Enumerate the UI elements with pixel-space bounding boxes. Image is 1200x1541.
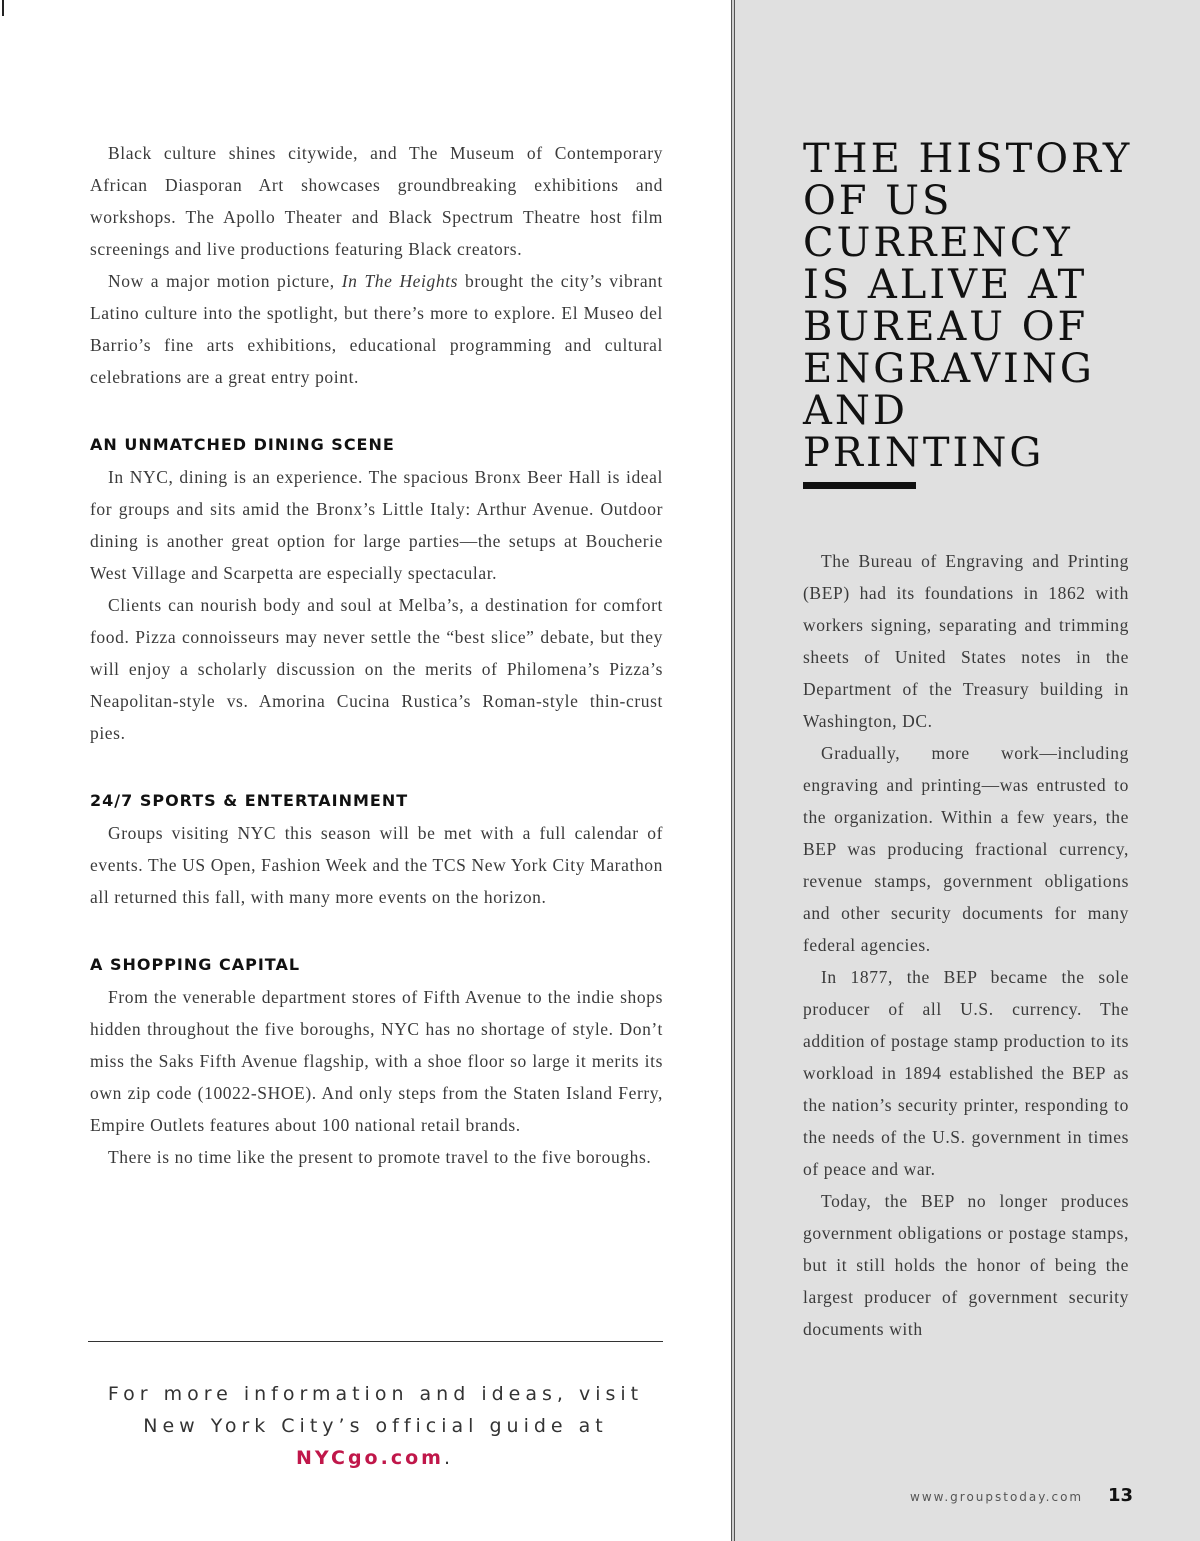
paragraph-in-the-heights — [90, 265, 663, 393]
section-heading: A SHOPPING CAPITAL — [90, 955, 301, 974]
intro-text — [90, 137, 663, 393]
section-dining — [90, 433, 663, 749]
callout-text: For more information and ideas, visit New York City’s official guide at — [107, 1383, 644, 1437]
nycgo-link[interactable]: NYCgo.com — [296, 1447, 444, 1469]
paragraph: Black culture shines citywide, and The Museum of Contemporary African Diasporan Art showcases groundbreaking exhibitions and workshops. The Apollo Theater and Black Spectrum Theatre host film screenings and live productions featuring Black creators. — [90, 143, 663, 259]
paragraph: The Bureau of Engraving and Printing (BEP) had its foundations in 1862 with workers signing, separating and trimming sheets of United States notes in the Department of the Treasury building in Washington, DC. — [803, 551, 1129, 731]
paragraph: Today, the BEP no longer produces government obligations or postage stamps, but it still holds the honor of being the largest producer of government security documents with — [803, 1191, 1129, 1339]
title-line: CURRENCY — [803, 220, 1073, 266]
paragraph: Clients can nourish body and soul at Melba’s, a destination for comfort food. Pizza connoisseurs may never settle the “best slice” debate, but they will enjoy a scholarly discussion on the merits of Philomena’s Pizza’s Neapolitan-style vs. Amorina Cucina Rustica’s Roman-style thin-crust pies. — [90, 595, 663, 743]
paragraph: Groups visiting NYC this season will be met with a full calendar of events. The US Open, Fashion Week and the TCS New York City Marathon all returned this fall, with many more events on the horizon. — [90, 823, 663, 907]
title-line: AND — [803, 388, 908, 434]
sidebar-title — [803, 138, 1193, 474]
callout-suffix: . — [443, 1447, 455, 1469]
title-line: IS ALIVE AT — [803, 262, 1088, 308]
paragraph: In NYC, dining is an experience. The spacious Bronx Beer Hall is ideal for groups and sits amid the Bronx’s Little Italy: Arthur Avenue. Outdoor dining is another great option for large parties—the setups at Boucherie West Village and Scarpetta are especially spectacular. — [90, 467, 663, 583]
title-line: BUREAU OF — [803, 304, 1089, 350]
title-line: PRINTING — [803, 430, 1045, 476]
title-line: ENGRAVING — [803, 346, 1095, 392]
sidebar-body — [803, 545, 1129, 1345]
title-line: THE HISTORY — [803, 136, 1133, 182]
section-sports — [90, 789, 663, 913]
paragraph: In 1877, the BEP became the sole producer of all U.S. currency. The addition of postage stamp production to its workload in 1894 established the BEP as the nation’s security printer, responding to the needs of the U.S. government in times of peace and war. — [803, 967, 1129, 1179]
title-line: OF US — [803, 178, 953, 224]
sidebar-panel — [735, 0, 1200, 1541]
text-run: Now a major motion picture, — [108, 271, 342, 291]
section-heading: 24/7 SPORTS & ENTERTAINMENT — [90, 791, 409, 810]
paragraph: Gradually, more work—including engraving and printing—was entrusted to the organization. Within a few years, the BEP was producing fractional currency, revenue stamps, government obligations and other security documents for many federal agencies. — [803, 743, 1129, 955]
page-number: 13 — [1108, 1485, 1134, 1506]
section-shopping — [90, 953, 663, 1173]
paragraph: There is no time like the present to promote travel to the five boroughs. — [108, 1147, 652, 1167]
title-accent-bar — [803, 482, 916, 489]
section-heading: AN UNMATCHED DINING SCENE — [90, 435, 395, 454]
film-title: In The Heights — [341, 271, 459, 291]
crop-mark — [2, 0, 4, 16]
footer-url[interactable]: www.groupstoday.com — [910, 1490, 1084, 1504]
text-run: brought the city’s vibrant Latino culture into the spotlight, but there’s more to explore. El Museo del Barrio’s fine arts exhibitions, educational programming and cultural celebrations are a great entry point. — [90, 271, 663, 387]
article-column — [90, 137, 663, 1173]
paragraph: From the venerable department stores of Fifth Avenue to the indie shops hidden throughout the five boroughs, NYC has no shortage of style. Don’t miss the Saks Fifth Avenue flagship, with a shoe floor so large it merits its own zip code (10022-SHOE). And only steps from the Staten Island Ferry, Empire Outlets features about 100 national retail brands. — [90, 987, 663, 1135]
more-info-callout — [88, 1378, 663, 1474]
divider-rule — [88, 1341, 663, 1342]
